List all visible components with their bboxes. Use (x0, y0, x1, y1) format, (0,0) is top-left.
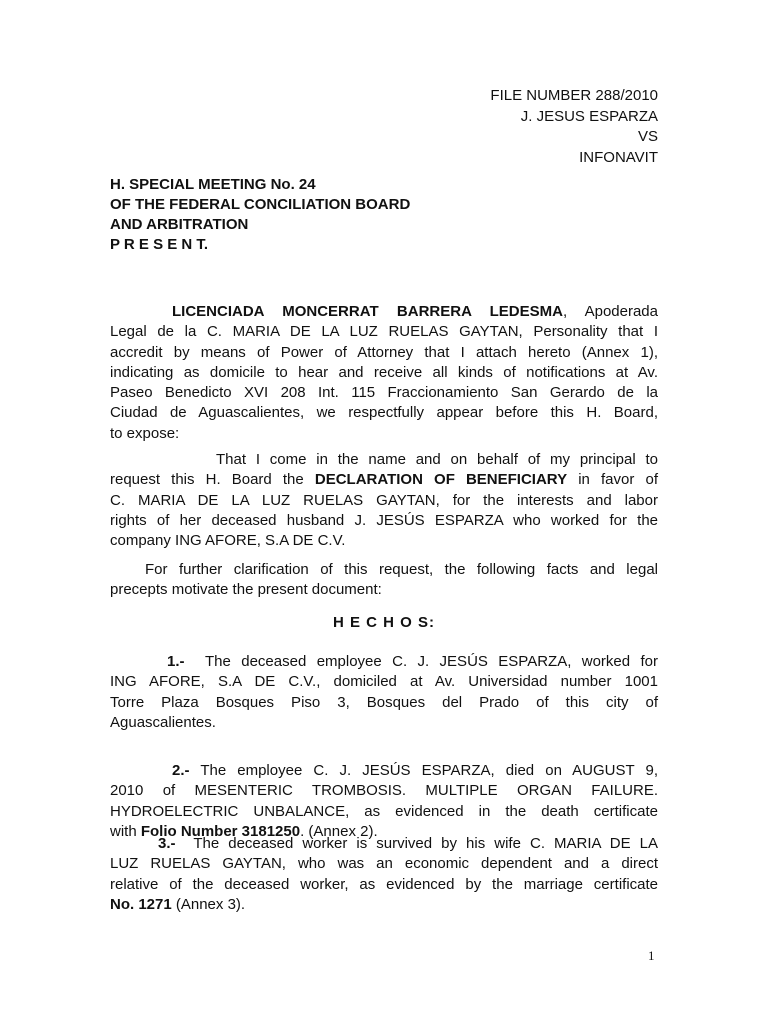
file-number: FILE NUMBER 288/2010 (490, 87, 658, 104)
intro-paragraph: LICENCIADA MONCERRAT BARRERA LEDESMA, Apoderada Legal de la C. MARIA DE LA LUZ RUELAS GAYTAN, Personality that I accredit by means of Power of Attorney that I attach hereto (Annex 1), indicating as domicile to hear and receive all kinds of notifications at Av. Paseo Benedicto XVI 208 Int. 115 Fraccionamiento San Gerardo de la Ciudad de Aguascalientes, we respectfully appear before this H. Board, to expose: (110, 303, 658, 442)
fact-3-paragraph: 3.- The deceased worker is survived by his wife C. MARIA DE LA LUZ RUELAS GAYTAN, who was an economic dependent and a direct relative of the deceased worker, as evidenced by the marriage certificate No. 1271 (Annex 3). (110, 835, 658, 913)
party-defendant: INFONAVIT (579, 148, 658, 166)
fact-number: 3.- (158, 835, 176, 852)
hechos-heading: H E C H O S: (332, 614, 435, 631)
addressee-line: P R E S E N T. (110, 236, 209, 253)
addressee-block (110, 175, 410, 255)
addressee-line: OF THE FEDERAL CONCILIATION BOARD (110, 196, 411, 213)
attorney-name: LICENCIADA MONCERRAT BARRERA LEDESMA (172, 303, 563, 320)
folio-number: Folio Number 3181250 (140, 822, 301, 840)
request-paragraph: That I come in the name and on behalf of my principal to request this H. Board the DECLARATION OF BENEFICIARY in favor of C. MARIA DE LA LUZ RUELAS GAYTAN, for the interests and labor rights of her deceased husband J. JESÚS ESPARZA who worked for the company ING AFORE, S.A DE C.V. (110, 451, 658, 550)
fact-1-paragraph: 1.- The deceased employee C. J. JESÚS ESPARZA, worked for ING AFORE, S.A DE C.V., domiciled at Av. Universidad number 1001 Torre Plaza Bosques Piso 3, Bosques del Prado of this city of Aguascalientes. (110, 653, 658, 731)
addressee-line: H. SPECIAL MEETING No. 24 (110, 176, 316, 193)
marriage-certificate-number: No. 1271 (110, 895, 172, 913)
declaration-of-beneficiary: DECLARATION OF BENEFICIARY (314, 471, 568, 489)
fact-2-paragraph: 2.- The employee C. J. JESÚS ESPARZA, died on AUGUST 9, 2010 of MESENTERIC TROMBOSIS. MULTIPLE ORGAN FAILURE. HYDROELECTRIC UNBALANCE, as evidenced in the death certificate with Folio Number 3181250. (Annex 2). (110, 762, 658, 840)
file-number-block (400, 86, 658, 168)
addressee-line: AND ARBITRATION (110, 216, 249, 233)
fact-number: 1.- (167, 653, 185, 670)
fact-number: 2.- (172, 762, 190, 779)
party-plaintiff: J. JESUS ESPARZA (520, 107, 658, 125)
clarification-paragraph: For further clarification of this request, the following facts and legal precepts motivate the present document: (110, 561, 658, 599)
versus: VS (637, 128, 658, 145)
page-number: 1 (648, 948, 655, 963)
